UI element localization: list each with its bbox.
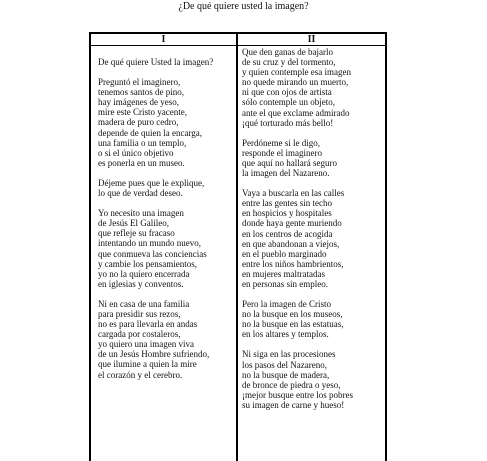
verse-line: y cambie los pensamientos, [98, 258, 197, 269]
verse-line: que conmueva las conciencias [98, 248, 207, 259]
stanza-break [98, 198, 232, 208]
verse-line: en personas sin empleo. [242, 278, 328, 289]
verse-line: en iglesias y conventos. [98, 278, 184, 289]
verse-line: Déjeme pues que le explique, [98, 177, 205, 188]
verse-line: es ponerla en un museo. [98, 157, 185, 168]
stanza-break [98, 168, 232, 178]
verse-line: lo que de verdad deseo. [98, 188, 183, 199]
verse-line: no la busque de madera, [242, 369, 330, 380]
verse-line: de un Jesús Hombre sufriendo, [98, 349, 210, 360]
verse-line: no la busque en las estatuas, [242, 319, 344, 330]
verse-line: en el pueblo marginado [242, 248, 327, 259]
column-1-header: I [91, 34, 236, 46]
verse-line: cargada por costaleros, [98, 329, 181, 340]
verse-line: no quede mirando un muerto, [242, 77, 349, 88]
verse-line: yo quiero una imagen viva [98, 339, 194, 350]
stanza-break [242, 289, 381, 299]
poem-table [89, 32, 387, 461]
verse-line: en hospicios y hospitales [242, 208, 332, 219]
verse-line: en mujeres maltratadas [242, 268, 325, 279]
verse-line: entre las gentes sin techo [242, 198, 332, 209]
stanza-break [98, 289, 232, 299]
poem-column-1 [91, 34, 238, 461]
verse-line: no la busque en los museos, [242, 309, 343, 320]
verse-line: o si el único objetivo [98, 147, 174, 158]
verse-line: que ilumine a quien la mire [98, 359, 197, 370]
verse-line: mire este Cristo yacente, [98, 107, 187, 118]
verse-line: no es para llevarla en andas [98, 319, 198, 330]
poem-column-2 [238, 34, 385, 461]
verse-line: ¡qué torturado más bello! [242, 117, 334, 128]
verse-line: Ni siga en las procesiones [242, 349, 336, 360]
verse-line: para presidir sus rezos, [98, 308, 181, 319]
stanza-break [242, 339, 381, 349]
verse-line: Ni en casa de una familia [98, 298, 190, 309]
verse-line: que aquí no hallará seguro [242, 157, 337, 168]
page-title: ¿De qué quiere usted la imagen? [178, 1, 309, 12]
verse-line: Vaya a buscarla en las calles [242, 188, 345, 199]
verse-line: su imagen de carne y hueso! [242, 399, 345, 410]
verse-line: entre los niños hambrientos, [242, 258, 344, 269]
verse-line: los pasos del Nazareno, [242, 359, 327, 370]
verse-line: ni que con ojos de artista [242, 87, 332, 98]
verse-line: tenemos santos de pino, [98, 87, 184, 98]
verse-line: y quien contemple esa imagen [242, 67, 351, 78]
verse-line: una familia o un templo, [98, 137, 187, 148]
verse-line: la imagen del Nazareno. [242, 168, 330, 179]
verse-line: sólo contemple un objeto, [242, 97, 335, 108]
verse-line: Que den ganas de bajarlo [242, 47, 333, 57]
verse-line: yo no la quiero encerrada [98, 268, 190, 279]
verse-line: en los altares y templos. [242, 329, 329, 340]
verse-line: ante el que exclame admirado [242, 107, 350, 118]
verse-line: responde el imaginero [242, 147, 322, 158]
column-2-header: II [238, 34, 385, 46]
verse-line: hay imágenes de yeso, [98, 97, 179, 108]
verse-line: en los centros de acogida [242, 228, 333, 239]
verse-line: depende de quien la encarga, [98, 127, 203, 138]
verse-line: el corazón y el cerebro. [98, 369, 183, 380]
verse-line: intentando un mundo nuevo, [98, 238, 201, 249]
column-2-verses [238, 46, 385, 410]
verse-line: De qué quiere Usted la imagen? [98, 57, 214, 67]
stanza-break [242, 178, 381, 188]
verse-line: de bronce de piedra o yeso, [242, 379, 341, 390]
verse-line: de su cruz y del tormento, [242, 57, 336, 68]
verse-line: ¡mejor busque entre los pobres [242, 389, 353, 400]
verse-line: donde haya gente muriendo [242, 218, 342, 229]
verse-line: que refleje su fracaso [98, 228, 175, 239]
column-1-verses [91, 46, 236, 380]
verse-line: de Jesús El Galileo, [98, 218, 169, 229]
verse-line: Yo necesito una imagen [98, 208, 184, 219]
verse-line: madera de puro cedro, [98, 117, 179, 128]
verse-line: Pero la imagen de Cristo [242, 299, 331, 310]
verse-line: Perdóneme si le digo, [242, 137, 320, 148]
stanza-break [242, 128, 381, 138]
verse-line: en que abandonan a viejos, [242, 238, 340, 249]
stanza-break [98, 67, 232, 77]
verse-line: Preguntó el imaginero, [98, 77, 181, 88]
